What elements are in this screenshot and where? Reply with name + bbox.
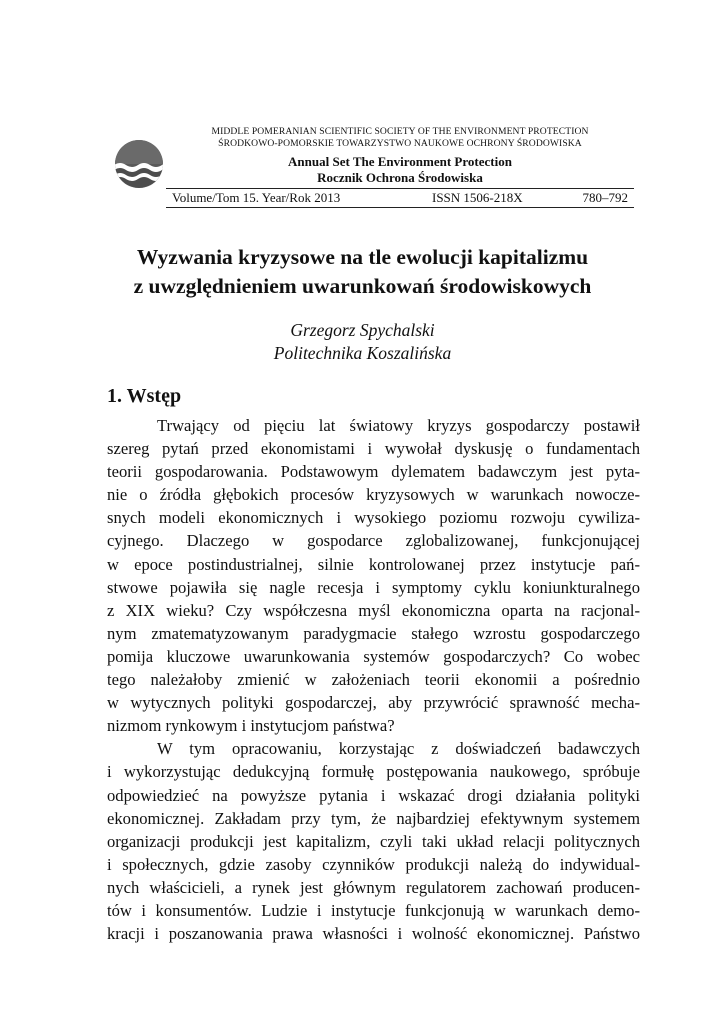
header-rule-bottom [166,207,634,208]
paragraph [107,414,640,737]
article-title-line: Wyzwania kryzysowe na tle ewolucji kapitalizmu [136,245,589,269]
article-title [60,243,665,301]
society-name-en: MIDDLE POMERANIAN SCIENTIFIC SOCIETY OF THE ENVIRONMENT PROTECTION [211,126,589,137]
text-line: w wytycznych polityki gospodarczej, aby przywrócić sprawność mecha- [107,693,640,713]
text-line: teorii gospodarowania. Podstawowym dylematem badawczym jest pyta- [107,462,640,482]
author-affiliation: Politechnika Koszalińska [273,343,452,363]
text-line: i społecznych, gdzie zasoby czynników produkcji należą do indywidual- [107,854,640,874]
text-line: z XIX wieku? Czy współczesna myśl ekonomiczna oparta na racjonal- [107,600,640,620]
text-line: snych modeli ekonomicznych i wysokiego poziomu rozwoju cywiliza- [107,508,640,528]
text-line: kracji i poszanowania prawa własności i wolność ekonomicznej. Państwo [107,924,640,944]
text-line: organizacji produkcji jest kapitalizm, czyli taki układ relacji politycznych [107,831,640,851]
volume-info: Volume/Tom 15. Year/Rok 2013 [172,190,341,205]
paragraph [107,737,640,945]
author-name: Grzegorz Spychalski [290,320,435,340]
text-line: W tym opracowaniu, korzystając z doświadczeń badawczych [157,739,640,759]
text-line: cyjnego. Dlaczego w gospodarce zglobalizowanej, funkcjonującej [107,531,640,551]
text-line: tego należałoby zmienić w założeniach teorii ekonomii a pośrednio [107,670,640,690]
society-name-pl: ŚRODKOWO-POMORSKIE TOWARZYSTWO NAUKOWE OCHRONY ŚRODOWISKA [218,138,582,149]
text-line: Trwający od pięciu lat światowy kryzys gospodarczy postawił [157,416,640,435]
text-line: ekonomicznej. Zakładam przy tym, że najbardziej efektywnym systemem [107,808,640,828]
article-title-line: z uwzględnieniem uwarunkowań środowiskowych [133,274,592,298]
text-line: nizmom rynkowym i instytucjom państwa? [107,716,395,736]
text-line: tów i konsumentów. Ludzie i instytucje funkcjonują w warunkach demo- [107,900,640,920]
page-range: 780–792 [582,190,628,205]
journal-title-pl: Rocznik Ochrona Środowiska [317,170,483,185]
section-heading: 1. Wstęp [107,385,182,407]
issn-info: ISSN 1506-218X [432,190,523,205]
text-line: w epoce postindustrialnej, silnie kontrolowanej przez instytucje pań- [107,554,640,574]
text-line: odpowiedzieć na powyższe pytania i wskazać drogi działania polityki [107,785,640,805]
text-line: nym zmatematyzowanym paradygmacie stałego wzrostu gospodarczego [107,623,640,643]
text-line: nych właścicieli, a rynek jest głównym regulatorem zachowań producen- [107,877,640,897]
text-line: i wykorzystując dedukcyjną formułę postępowania naukowego, spróbuje [107,762,640,782]
body-text [107,414,640,945]
society-logo-icon [114,139,164,189]
header-rule-top [166,188,634,189]
text-line: szereg pytań przed ekonomistami i wywołał dyskusję o fundamentach [107,439,640,459]
journal-title-en: Annual Set The Environment Protection [288,154,512,169]
text-line: nie o źródła głębokich procesów kryzysowych w warunkach nowocze- [107,485,640,505]
text-line: pomija kluczowe uwarunkowania systemów gospodarczych? Co wobec [107,646,640,666]
text-line: stwowe pojawiła się nagle recesja i symptomy cyklu koniunkturalnego [107,577,640,597]
